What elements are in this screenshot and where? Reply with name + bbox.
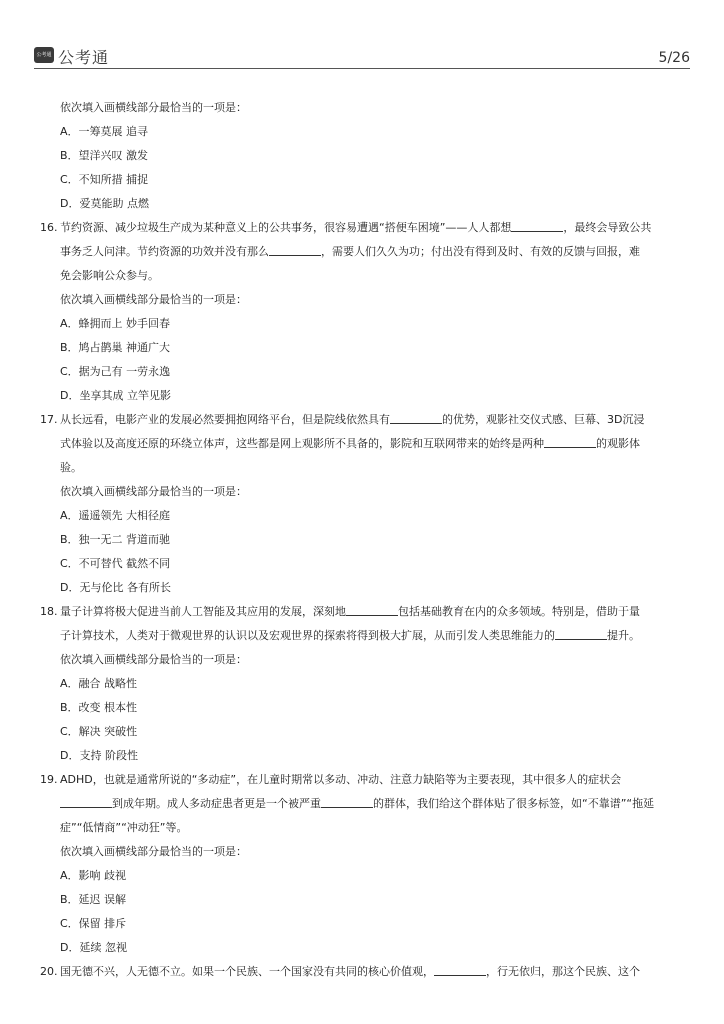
question-text: 的优势，观影社交仪式感、巨幕、3D沉浸 bbox=[442, 413, 645, 426]
option-c: C．据为己有 一劳永逸 bbox=[60, 365, 171, 378]
question-text: 的观影体 bbox=[596, 437, 640, 450]
question-number: 17. bbox=[40, 413, 58, 426]
option-b: B．望洋兴叹 激发 bbox=[60, 149, 149, 162]
question-text: 提升。 bbox=[607, 629, 640, 642]
page-header bbox=[34, 44, 690, 70]
option-c: C．保留 排斥 bbox=[60, 917, 127, 930]
option-b: B．延迟 误解 bbox=[60, 893, 127, 906]
question-16-line-1 bbox=[40, 216, 690, 240]
question-16-line-3: 免会影响公众参与。 bbox=[60, 269, 159, 282]
answer-blank bbox=[269, 241, 321, 256]
question-text: 到成年期。成人多动症患者更是一个被严重 bbox=[112, 797, 321, 810]
answer-blank bbox=[60, 793, 112, 808]
answer-blank bbox=[321, 793, 373, 808]
question-19-line-3: 症”“低情商”“冲动狂”等。 bbox=[60, 821, 188, 834]
option-b: B．独一无二 背道而驰 bbox=[60, 533, 171, 546]
question-text: 子计算技术，人类对于微观世界的认识以及宏观世界的探索将得到极大扩展，从而引发人类思维能力的 bbox=[60, 629, 555, 642]
question-number: 20. bbox=[40, 965, 58, 978]
question-prompt: 依次填入画横线部分最恰当的一项是： bbox=[60, 845, 247, 858]
option-d: D．爱莫能助 点燃 bbox=[60, 197, 149, 210]
question-prompt: 依次填入画横线部分最恰当的一项是： bbox=[60, 653, 247, 666]
document-body bbox=[40, 96, 690, 984]
question-19-line-2 bbox=[40, 792, 690, 816]
option-b: B．鸠占鹊巢 神通广大 bbox=[60, 341, 171, 354]
question-17-line-1 bbox=[40, 408, 690, 432]
answer-blank bbox=[511, 217, 563, 232]
question-text: 事务乏人问津。节约资源的功效并没有那么 bbox=[60, 245, 269, 258]
question-text: 量子计算将极大促进当前人工智能及其应用的发展，深刻地 bbox=[60, 605, 346, 618]
brand-logo: 公考通 bbox=[34, 47, 54, 63]
question-text: ，行无依归，那这个民族、这个 bbox=[486, 965, 640, 978]
option-a: A．一筹莫展 追寻 bbox=[60, 125, 149, 138]
question-prompt: 依次填入画横线部分最恰当的一项是： bbox=[60, 101, 247, 114]
option-a: A．影响 歧视 bbox=[60, 869, 127, 882]
answer-blank bbox=[346, 601, 398, 616]
answer-blank bbox=[555, 625, 607, 640]
option-d: D．坐享其成 立竿见影 bbox=[60, 389, 171, 402]
question-text: 的群体，我们给这个群体贴了很多标签，如“不靠谱”“拖延 bbox=[373, 797, 655, 810]
brand-name: 公考通 bbox=[58, 48, 110, 67]
option-b: B．改变 根本性 bbox=[60, 701, 138, 714]
option-c: C．不可替代 截然不同 bbox=[60, 557, 171, 570]
question-text: ，最终会导致公共 bbox=[563, 221, 652, 234]
option-a: A．遥遥领先 大相径庭 bbox=[60, 509, 171, 522]
option-a: A．融合 战略性 bbox=[60, 677, 138, 690]
header-divider bbox=[34, 68, 690, 69]
question-number: 18. bbox=[40, 605, 58, 618]
question-16-line-2 bbox=[40, 240, 690, 264]
question-text: 包括基础教育在内的众多领域。特别是，借助于量 bbox=[398, 605, 640, 618]
option-d: D．无与伦比 各有所长 bbox=[60, 581, 171, 594]
question-number: 19. bbox=[40, 773, 58, 786]
question-19-line-1 bbox=[40, 768, 690, 792]
option-a: A．蜂拥而上 妙手回春 bbox=[60, 317, 171, 330]
answer-blank bbox=[390, 409, 442, 424]
question-text: 国无德不兴，人无德不立。如果一个民族、一个国家没有共同的核心价值观， bbox=[60, 965, 434, 978]
answer-blank bbox=[434, 961, 486, 976]
option-c: C．解决 突破性 bbox=[60, 725, 138, 738]
question-18-line-1 bbox=[40, 600, 690, 624]
question-text: 从长远看，电影产业的发展必然要拥抱网络平台，但是院线依然具有 bbox=[60, 413, 390, 426]
option-d: D．支持 阶段性 bbox=[60, 749, 138, 762]
question-text: ，需要人们久久为功；付出没有得到及时、有效的反馈与回报，难 bbox=[321, 245, 640, 258]
question-17-line-2 bbox=[40, 432, 690, 456]
question-17-line-3: 验。 bbox=[60, 461, 82, 474]
page-number: 5/26 bbox=[658, 50, 690, 66]
question-text: ADHD，也就是通常所说的“多动症”，在儿童时期常以多动、冲动、注意力缺陷等为主要表现，其中很多人的症状会 bbox=[60, 773, 622, 786]
question-text: 式体验以及高度还原的环绕立体声，这些都是网上观影所不具备的，影院和互联网带来的始终是两种 bbox=[60, 437, 544, 450]
option-c: C．不知所措 捕捉 bbox=[60, 173, 149, 186]
question-text: 节约资源、减少垃圾生产成为某种意义上的公共事务，很容易遭遇“搭便车困境”——人人都想 bbox=[60, 221, 512, 234]
option-d: D．延续 忽视 bbox=[60, 941, 127, 954]
question-18-line-2 bbox=[40, 624, 690, 648]
question-prompt: 依次填入画横线部分最恰当的一项是： bbox=[60, 293, 247, 306]
question-number: 16. bbox=[40, 221, 58, 234]
question-20-line-1 bbox=[40, 960, 690, 984]
answer-blank bbox=[544, 433, 596, 448]
question-prompt: 依次填入画横线部分最恰当的一项是： bbox=[60, 485, 247, 498]
